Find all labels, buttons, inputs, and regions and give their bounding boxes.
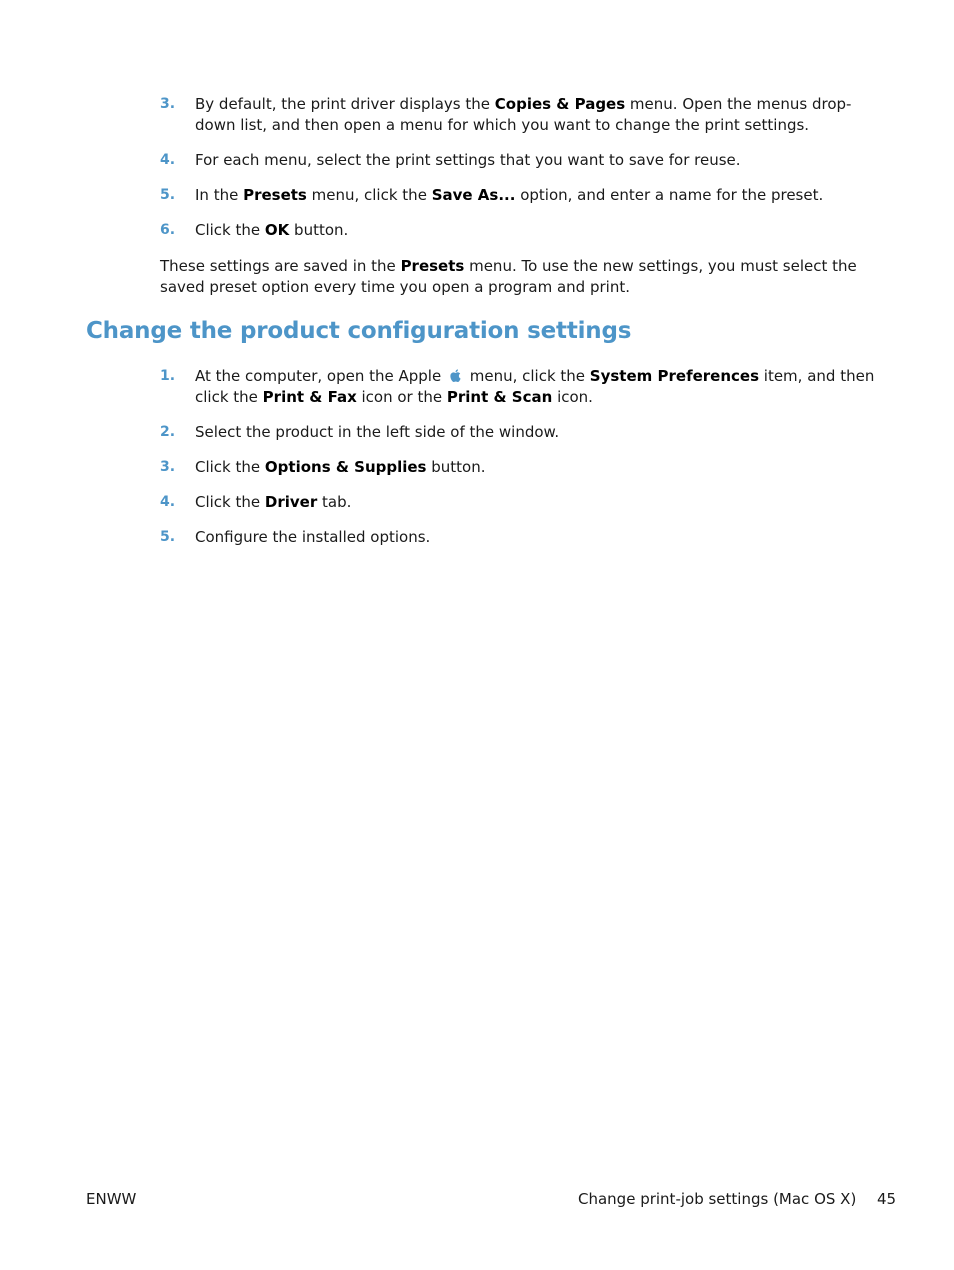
text-run: icon or the bbox=[356, 388, 447, 406]
list-item bbox=[160, 457, 890, 478]
step-number: 3. bbox=[160, 459, 176, 475]
step-number: 3. bbox=[160, 96, 176, 112]
text-run: These settings are saved in the bbox=[160, 257, 401, 275]
list-item bbox=[160, 366, 890, 408]
step-text bbox=[195, 366, 890, 408]
list-item bbox=[160, 422, 890, 443]
section-heading: Change the product configuration settings bbox=[86, 318, 632, 344]
text-run: By default, the print driver displays the bbox=[195, 95, 495, 113]
bold-term: System Preferences bbox=[589, 367, 760, 385]
list-item bbox=[160, 94, 890, 136]
bold-term: Save As... bbox=[431, 186, 516, 204]
footer-left: ENWW bbox=[86, 1190, 137, 1208]
text-run: menu. Open the menus drop-down list, and then open a menu for which you want to change the print settings. bbox=[195, 95, 852, 134]
list-item bbox=[160, 220, 890, 241]
step-text bbox=[195, 185, 890, 206]
bold-term: Copies & Pages bbox=[494, 95, 626, 113]
presets-note bbox=[160, 256, 890, 298]
step-text bbox=[195, 150, 890, 171]
bold-term: Print & Scan bbox=[446, 388, 553, 406]
step-number: 4. bbox=[160, 494, 176, 510]
list-item bbox=[160, 527, 890, 548]
text-run: item, and then click the bbox=[195, 367, 875, 406]
bold-term: Presets bbox=[243, 186, 307, 204]
list-item bbox=[160, 185, 890, 206]
footer-section-title: Change print-job settings (Mac OS X) bbox=[578, 1190, 857, 1208]
step-text bbox=[195, 220, 890, 241]
step-number: 5. bbox=[160, 187, 176, 203]
text-run: tab. bbox=[317, 493, 352, 511]
step-number: 1. bbox=[160, 368, 176, 384]
step-number: 4. bbox=[160, 152, 176, 168]
list-item bbox=[160, 492, 890, 513]
text-run: menu, click the bbox=[306, 186, 432, 204]
apple-icon bbox=[448, 368, 463, 383]
text-run: Configure the installed options. bbox=[195, 528, 431, 546]
step-text bbox=[195, 492, 890, 513]
text-run: At the computer, open the Apple bbox=[195, 367, 446, 385]
steps-list-presets bbox=[160, 94, 890, 255]
bold-term: Presets bbox=[400, 257, 465, 275]
step-number: 5. bbox=[160, 529, 176, 545]
text-run: button. bbox=[289, 221, 349, 239]
text-run: icon. bbox=[552, 388, 593, 406]
bold-term: Options & Supplies bbox=[264, 458, 427, 476]
text-run: menu, click the bbox=[464, 367, 590, 385]
step-text bbox=[195, 527, 890, 548]
text-run: In the bbox=[195, 186, 244, 204]
steps-list-configuration bbox=[160, 366, 890, 562]
bold-term: Print & Fax bbox=[262, 388, 357, 406]
step-number: 6. bbox=[160, 222, 176, 238]
step-text bbox=[195, 457, 890, 478]
text-run: Click the bbox=[195, 458, 265, 476]
text-run: Click the bbox=[195, 221, 265, 239]
text-run: Select the product in the left side of the window. bbox=[195, 423, 560, 441]
page-number: 45 bbox=[877, 1190, 897, 1208]
text-run: menu. To use the new settings, you must select the saved preset option every time you open a program and print. bbox=[160, 257, 857, 296]
text-run: option, and enter a name for the preset. bbox=[515, 186, 824, 204]
step-text bbox=[195, 94, 890, 136]
list-item bbox=[160, 150, 890, 171]
bold-term: OK bbox=[264, 221, 290, 239]
text-run: button. bbox=[426, 458, 486, 476]
step-number: 2. bbox=[160, 424, 176, 440]
step-text bbox=[195, 422, 890, 443]
text-run: Click the bbox=[195, 493, 265, 511]
text-run: For each menu, select the print settings that you want to save for reuse. bbox=[195, 151, 741, 169]
bold-term: Driver bbox=[264, 493, 318, 511]
